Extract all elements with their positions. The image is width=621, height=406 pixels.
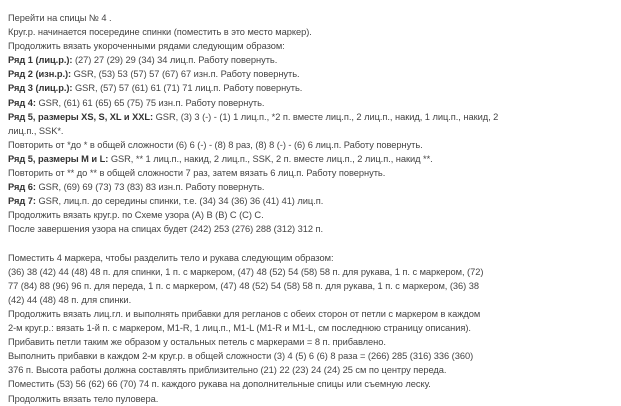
markers-line: Поместить (53) 56 (62) 66 (70) 74 п. каждого рукава на дополнительные спицы или съемную леску. xyxy=(8,379,431,390)
markers-line: 376 п. Высота работы должна составлять приблизительно (21) 22 (23) 24 (24) 25 см по центру переда. xyxy=(8,365,447,376)
repeat-line xyxy=(8,138,613,152)
repeat-line xyxy=(8,166,613,180)
row-text: GSR, (57) 57 (61) 61 (71) 71 лиц.п. Работу повернуть. xyxy=(72,83,303,94)
intro-line: Перейти на спицы № 4 . xyxy=(8,13,112,23)
row-2-line xyxy=(8,67,613,81)
row-text: GSR, ** 1 лиц.п., накид, 2 лиц.п., SSK, 2 п. вместе лиц.п., 2 лиц.п., накид **. xyxy=(108,153,433,164)
row-text: GSR, (53) 53 (57) 57 (67) 67 изн.п. Работу повернуть. xyxy=(71,69,300,80)
markers-line: Продолжить вязать лиц.гл. и выполнять прибавки для регланов с обеих сторон от петли с маркером в каждом xyxy=(8,308,481,319)
row-text: GSR, (61) 61 (65) 65 (75) 75 изн.п. Работу повернуть. xyxy=(35,97,265,108)
markers-line: Продолжить вязать тело пуловера. xyxy=(8,393,159,404)
row-label: Ряд 4: xyxy=(8,97,36,108)
row-5-continuation xyxy=(8,124,613,138)
pattern-line xyxy=(8,208,613,222)
row-label: Ряд 5, размеры M и L: xyxy=(8,153,109,164)
row-text: лиц.п., SSK*. xyxy=(8,125,64,136)
row-text: GSR, (3) 3 (-) - (1) 1 лиц.п., *2 п. вместе лиц.п., 2 лиц.п., накид, 1 лиц.п., накид, 2 xyxy=(153,111,499,122)
row-5-ml-line xyxy=(8,152,613,166)
row-label: Ряд 1 (лиц.р.): xyxy=(8,55,73,66)
row-1-line xyxy=(8,53,613,67)
row-text: GSR, лиц.п. до середины спинки, т.е. (34) 34 (36) 36 (41) 41) лиц.п. xyxy=(35,196,324,207)
row-3-line xyxy=(8,81,613,95)
intro-line: Продолжить вязать укороченными рядами следующим образом: xyxy=(8,41,285,52)
row-text: (27) 27 (29) 29 (34) 34 лиц.п. Работу повернуть. xyxy=(72,55,278,66)
row-label: Ряд 2 (изн.р.): xyxy=(8,69,72,80)
markers-line: (42) 44 (48) 48 п. для спинки. xyxy=(8,294,132,305)
markers-line: 2-м круг.р.: вязать 1-й п. с маркером, M1-R, 1 лиц.п., M1-L (M1-R и M1-L, см последнюю страницу описания). xyxy=(8,323,471,334)
row-4-line xyxy=(8,96,613,110)
markers-line: Выполнить прибавки в каждом 2-м круг.р. в общей сложности (3) 4 (5) 6 (6) 8 раза = (266) 285 (316) 336 (360) xyxy=(8,351,474,362)
paragraph-gap xyxy=(8,237,613,251)
row-6-line xyxy=(8,180,613,194)
markers-line: Поместить 4 маркера, чтобы разделить тело и рукава следующим образом: xyxy=(8,252,334,263)
markers-line: Прибавить петли таким же образом у остальных петель с маркерами = 8 п. прибавлено. xyxy=(8,337,386,348)
row-text: Повторить от *до * в общей сложности (6) 6 (-) - (8) 8 раз, (8) 8 (-) - (6) 6 лиц.п. Работу повернуть. xyxy=(8,139,423,150)
markers-line: (36) 38 (42) 44 (48) 48 п. для спинки, 1 п. с маркером, (47) 48 (52) 54 (58) 58 п. для рукава, 1 п. с маркером, (72) xyxy=(8,266,484,277)
stitch-count-line xyxy=(8,222,613,236)
row-label: Ряд 6: xyxy=(8,182,36,193)
row-label: Ряд 5, размеры XS, S, XL и XXL: xyxy=(8,111,154,122)
row-text: Продолжить вязать круг.р. по Схеме узора (А) В (В) С (С) С. xyxy=(8,210,264,221)
row-7-line xyxy=(8,194,613,208)
intro-line: Круг.р. начинается посередине спинки (поместить в это место маркер). xyxy=(8,27,312,38)
row-5-sizes-line xyxy=(8,110,613,124)
row-text: Повторить от ** до ** в общей сложности 7 раз, затем вязать 6 лиц.п. Работу повернуть. xyxy=(8,168,386,179)
markers-line: 77 (84) 88 (96) 96 п. для переда, 1 п. с маркером, (47) 48 (52) 54 (58) 58 п. для рукава, 1 п. с маркером, (36) 38 xyxy=(8,280,479,291)
row-label: Ряд 3 (лиц.р.): xyxy=(8,83,73,94)
row-text: После завершения узора на спицах будет (242) 253 (276) 288 (312) 312 п. xyxy=(8,224,324,235)
row-label: Ряд 7: xyxy=(8,196,36,207)
row-text: GSR, (69) 69 (73) 73 (83) 83 изн.п. Работу повернуть. xyxy=(35,182,265,193)
